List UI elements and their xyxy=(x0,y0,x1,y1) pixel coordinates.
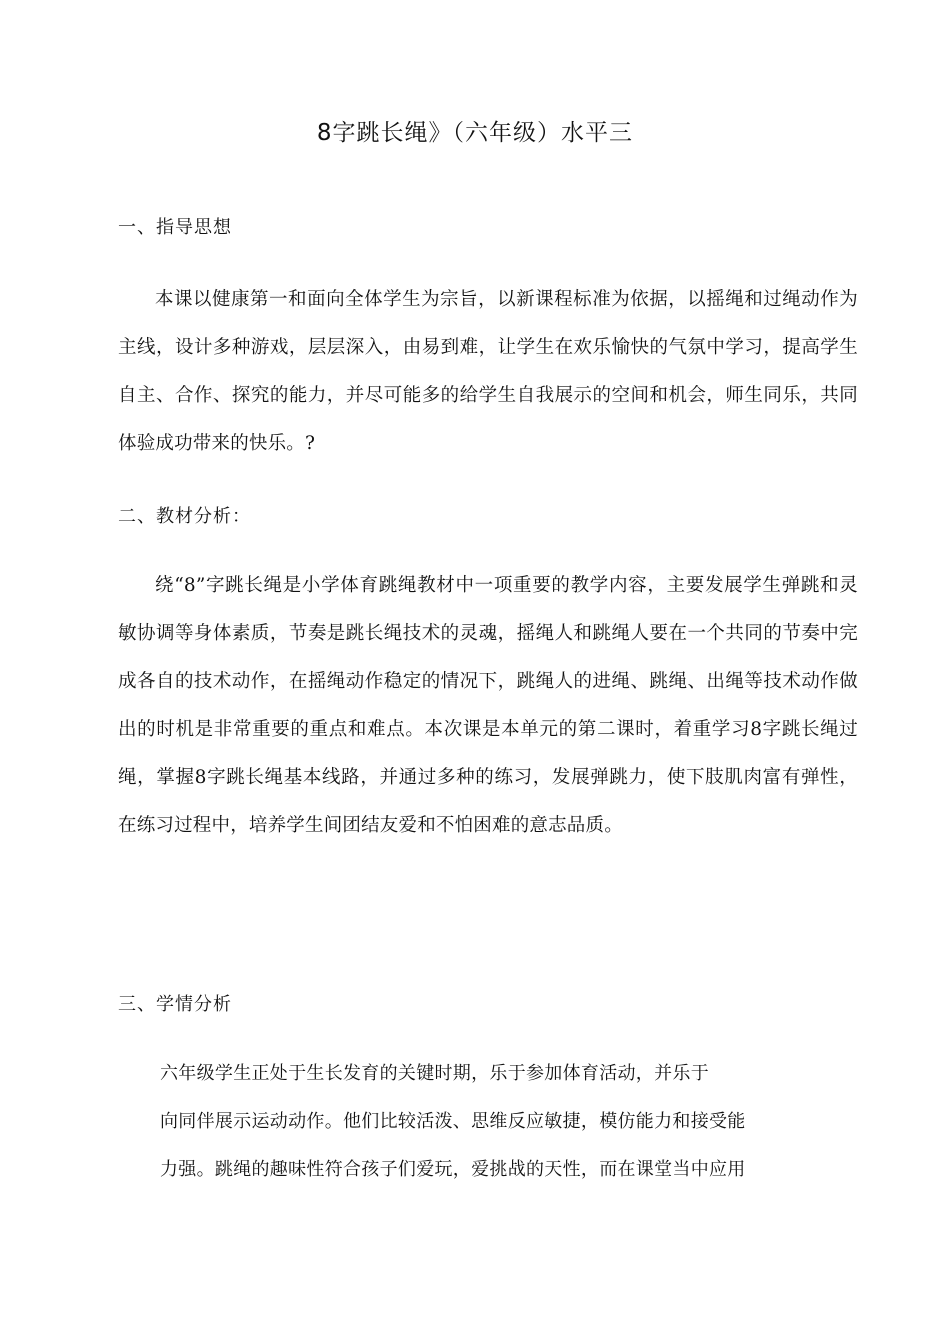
student-analysis-line-2: 向同伴展示运动动作。他们比较活泼、思维反应敏捷，模仿能力和接受能 xyxy=(160,1111,746,1132)
section-heading-material-analysis: 二、教材分析： xyxy=(118,506,251,527)
section-heading-guiding-ideology: 一、指导思想 xyxy=(118,217,232,238)
student-analysis-line-3: 力强。跳绳的趣味性符合孩子们爱玩，爱挑战的天性，而在课堂当中应用 xyxy=(160,1159,746,1180)
document-title: 8字跳长绳》（六年级）水平三 xyxy=(316,120,634,146)
section-body-material-analysis: 绕“8”字跳长绳是小学体育跳绳教材中一项重要的教学内容，主要发展学生弹跳和灵敏协调等身体素质，节奏是跳长绳技术的灵魂，摇绳人和跳绳人要在一个共同的节奏中完成各自的技术动作，在摇绳动作稳定的情况下，跳绳人的进绳、跳绳、出绳等技术动作做出的时机是非常重要的重点和难点。本次课是本单元的第二课时，着重学习8字跳长绳过绳，掌握8字跳长绳基本线路，并通过多种的练习，发展弹跳力，使下肢肌肉富有弹性，在练习过程中，培养学生间团结友爱和不怕困难的意志品质。 xyxy=(118,575,858,836)
student-analysis-line-1: 六年级学生正处于生长发育的关键时期，乐于参加体育活动，并乐于 xyxy=(160,1063,709,1084)
section-heading-student-analysis: 三、学情分析 xyxy=(118,994,232,1015)
section-body-student-analysis xyxy=(160,1050,746,1194)
section-body-guiding-ideology: 本课以健康第一和面向全体学生为宗旨，以新课程标准为依据，以摇绳和过绳动作为主线，设计多种游戏，层层深入，由易到难，让学生在欢乐愉快的气氛中学习，提高学生自主、合作、探究的能力，并尽可能多的给学生自我展示的空间和机会，师生同乐，共同体验成功带来的快乐。? xyxy=(118,289,858,454)
